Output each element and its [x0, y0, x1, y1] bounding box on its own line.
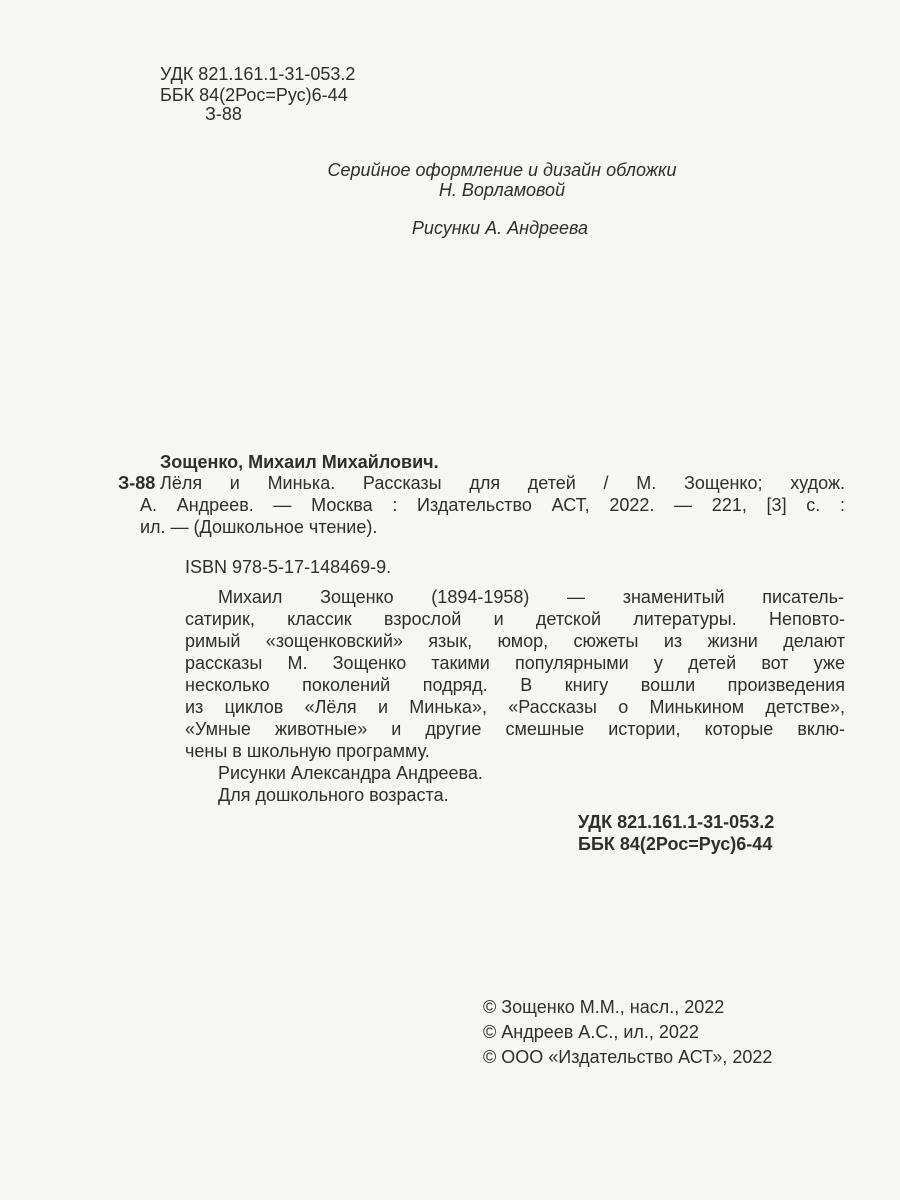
copyright-line: © Зощенко М.М., насл., 2022 — [483, 997, 725, 1017]
annotation-line: из циклов «Лёля и Минька», «Рассказы о Минькином детстве», — [185, 697, 845, 717]
udk-bottom: УДК 821.161.1-31-053.2 — [578, 812, 775, 832]
catalog-line: ил. — (Дошкольное чтение). — [140, 517, 378, 537]
annotation-line: рассказы М. Зощенко такими популярными у детей вот уже — [185, 653, 845, 673]
annotation-line: сатирик, классик взрослой и детской литературы. Неповто- — [185, 609, 845, 629]
catalog-line: Лёля и Минька. Рассказы для детей / М. Зощенко; худож. — [160, 473, 845, 493]
bbk-bottom: ББК 84(2Рос=Рус)6-44 — [578, 834, 773, 854]
annotation-line: чены в школьную программу. — [185, 741, 430, 761]
copyright-line: © ООО «Издательство АСТ», 2022 — [483, 1047, 773, 1067]
annotation-age: Для дошкольного возраста. — [218, 785, 449, 805]
author-mark-top: З-88 — [205, 104, 242, 124]
udk-top: УДК 821.161.1-31-053.2 — [160, 64, 356, 84]
catalog-line: А. Андреев. — Москва : Издательство АСТ, 2022. — 221, [3] с. : — [140, 495, 845, 515]
bbk-top: ББК 84(2Рос=Рус)6-44 — [160, 85, 348, 105]
annotation-line: несколько поколений подряд. В книгу вошли произведения — [185, 675, 845, 695]
design-credit: Серийное оформление и дизайн обложки — [327, 160, 677, 180]
copyright-line: © Андреев А.С., ил., 2022 — [483, 1022, 699, 1042]
annotation-line: римый «зощенковский» язык, юмор, сюжеты из жизни делают — [185, 631, 845, 651]
annotation-line: Михаил Зощенко (1894-1958) — знаменитый писатель- — [218, 587, 844, 607]
catalog-mark: З-88 — [118, 473, 156, 493]
illustration-credit: Рисунки А. Андреева — [411, 218, 589, 238]
annotation-illustrator: Рисунки Александра Андреева. — [218, 763, 483, 783]
designer-name: Н. Ворламовой — [438, 180, 566, 200]
catalog-author: Зощенко, Михаил Михайлович. — [160, 452, 439, 472]
annotation-line: «Умные животные» и другие смешные истории, которые вклю- — [185, 719, 845, 739]
isbn: ISBN 978-5-17-148469-9. — [185, 557, 392, 577]
